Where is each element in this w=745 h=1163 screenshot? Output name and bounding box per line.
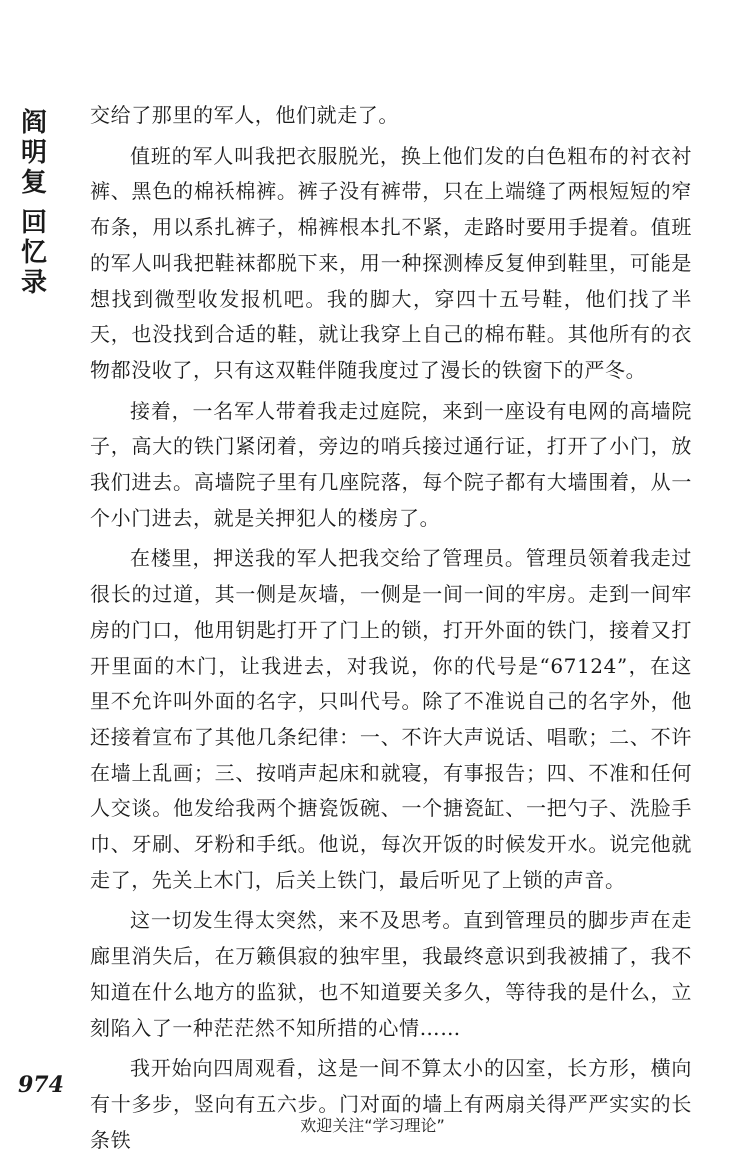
title-char: 忆	[20, 238, 47, 268]
running-book-title	[16, 108, 52, 298]
title-char: 阎	[20, 108, 47, 138]
title-char: 回	[20, 208, 47, 238]
paragraph: 这一切发生得太突然，来不及思考。直到管理员的脚步声在走廊里消失后，在万籁俱寂的独牢里，我最终意识到我被捕了，我不知道在什么地方的监狱，也不知道要关多久，等待我的是什么，立刻陷入了一种茫茫然不知所措的心情……	[90, 908, 692, 1040]
footer-note: 欢迎关注“学习理论”	[300, 1116, 445, 1135]
page-body	[90, 98, 692, 1163]
paragraph-continued: 交给了那里的军人，他们就走了。	[90, 103, 399, 127]
paragraph: 接着，一名军人带着我走过庭院，来到一座设有电网的高墙院子，高大的铁门紧闭着，旁边的哨兵接过通行证，打开了小门，放我们进去。高墙院子里有几座院落，每个院子都有大墙围着，从一个小门进去，就是关押犯人的楼房了。	[90, 398, 692, 530]
title-gap	[16, 198, 52, 208]
paragraph: 我开始向四周观看，这是一间不算太小的囚室，长方形，横向有十多步，竖向有五六步。门对面的墙上有两扇关得严严实实的长条铁	[90, 1056, 692, 1152]
paragraph: 在楼里，押送我的军人把我交给了管理员。管理员领着我走过很长的过道，其一侧是灰墙，一侧是一间一间的牢房。走到一间牢房的门口，他用钥匙打开了门上的锁，打开外面的铁门，接着又打开里面的木门，让我进去，对我说，你的代号是“67124”，在这里不允许叫外面的名字，只叫代号。除了不准说自己的名字外，他还接着宣布了其他几条纪律：一、不许大声说话、唱歌；二、不许在墙上乱画；三、按哨声起床和就寝，有事报告；四、不准和任何人交谈。他发给我两个搪瓷饭碗、一个搪瓷缸、一把勺子、洗脸手巾、牙刷、牙粉和手纸。他说，每次开饭的时候发开水。说完他就走了，先关上木门，后关上铁门，最后听见了上锁的声音。	[90, 546, 692, 892]
page-number: 974	[18, 1072, 64, 1098]
paragraph: 值班的军人叫我把衣服脱光，换上他们发的白色粗布的衬衣衬裤、黑色的棉袄棉裤。裤子没有裤带，只在上端缝了两根短短的窄布条，用以系扎裤子，棉裤根本扎不紧，走路时要用手提着。值班的军人叫我把鞋袜都脱下来，用一种探测棒反复伸到鞋里，可能是想找到微型收发报机吧。我的脚大，穿四十五号鞋，他们找了半天，也没找到合适的鞋，就让我穿上自己的棉布鞋。其他所有的衣物都没收了，只有这双鞋伴随我度过了漫长的铁窗下的严冬。	[90, 143, 692, 382]
title-char: 复	[20, 168, 47, 198]
title-char: 录	[20, 268, 47, 298]
title-char: 明	[20, 138, 47, 168]
